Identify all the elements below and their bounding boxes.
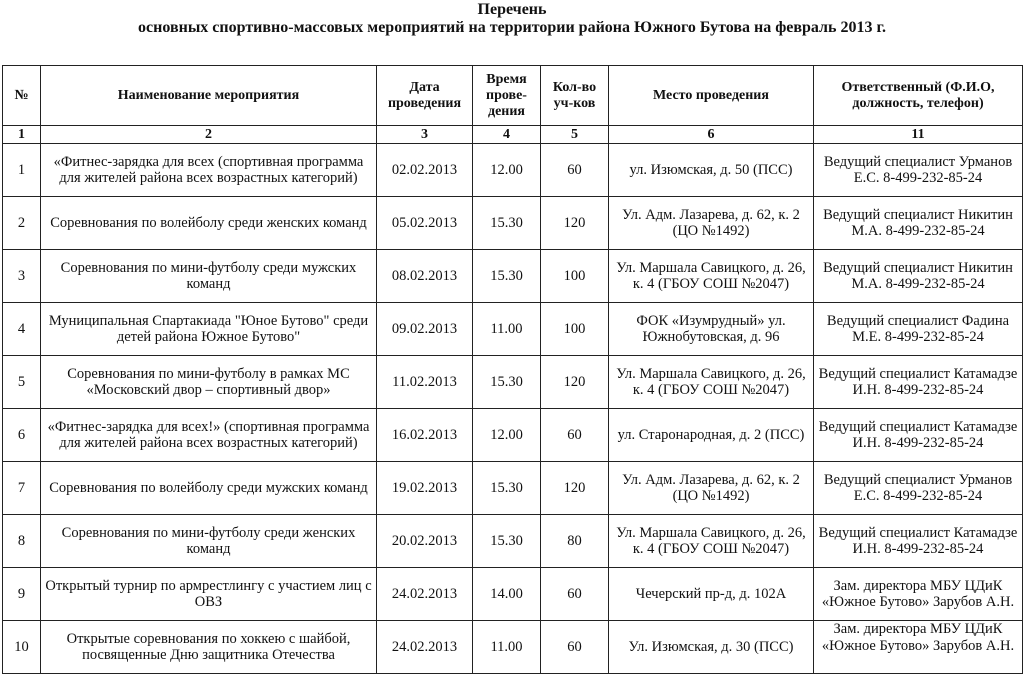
row-number: 6 [3,409,41,462]
table-row [3,250,1023,303]
event-name: Муниципальная Спартакиада "Юное Бутово" среди детей района Южное Бутово" [41,303,377,356]
event-date: 09.02.2013 [377,303,473,356]
col-header-place: Место проведения [609,66,814,126]
col-header-date: Дата проведения [377,66,473,126]
responsible-person: Ведущий специалист Катамадзе И.Н. 8-499-232-85-24 [814,515,1023,568]
responsible-person: Ведущий специалист Катамадзе И.Н. 8-499-232-85-24 [814,356,1023,409]
participant-count: 60 [541,144,609,197]
event-date: 05.02.2013 [377,197,473,250]
event-place: Ул. Адм. Лазарева, д. 62, к. 2 (ЦО №1492) [609,197,814,250]
column-number: 11 [814,126,1023,144]
column-number: 2 [41,126,377,144]
table-row [3,409,1023,462]
event-name: Соревнования по мини-футболу среди женских команд [41,515,377,568]
event-place: Ул. Адм. Лазарева, д. 62, к. 2 (ЦО №1492) [609,462,814,515]
table-row [3,356,1023,409]
responsible-person: Ведущий специалист Никитин М.А. 8-499-232-85-24 [814,250,1023,303]
participant-count: 60 [541,409,609,462]
event-date: 11.02.2013 [377,356,473,409]
event-name: Соревнования по волейболу среди мужских команд [41,462,377,515]
table-row [3,568,1023,621]
event-name: «Фитнес-зарядка для всех (спортивная программа для жителей района всех возрастных категорий) [41,144,377,197]
event-time: 12.00 [473,409,541,462]
column-number: 5 [541,126,609,144]
row-number: 2 [3,197,41,250]
event-date: 24.02.2013 [377,568,473,621]
column-number-row [3,126,1023,144]
event-time: 15.30 [473,250,541,303]
event-place: ул. Изюмская, д. 50 (ПСС) [609,144,814,197]
event-date: 02.02.2013 [377,144,473,197]
participant-count: 60 [541,621,609,674]
event-date: 08.02.2013 [377,250,473,303]
col-header-name: Наименование мероприятия [41,66,377,126]
col-header-count: Кол-во уч-ков [541,66,609,126]
event-time: 12.00 [473,144,541,197]
row-number: 5 [3,356,41,409]
table-row [3,144,1023,197]
table-row [3,197,1023,250]
col-header-responsible: Ответственный (Ф.И.О, должность, телефон) [814,66,1023,126]
event-time: 11.00 [473,303,541,356]
event-place: Ул. Маршала Савицкого, д. 26, к. 4 (ГБОУ СОШ №2047) [609,356,814,409]
row-number: 10 [3,621,41,674]
event-time: 15.30 [473,197,541,250]
event-name: Открытый турнир по армрестлингу с участием лиц с ОВЗ [41,568,377,621]
responsible-person: Ведущий специалист Урманов Е.С. 8-499-232-85-24 [814,144,1023,197]
row-number: 8 [3,515,41,568]
table-row [3,462,1023,515]
event-date: 20.02.2013 [377,515,473,568]
event-place: ул. Старонародная, д. 2 (ПСС) [609,409,814,462]
row-number: 9 [3,568,41,621]
event-place: Чечерский пр-д, д. 102А [609,568,814,621]
col-header-time: Время прове-дения [473,66,541,126]
event-name: Соревнования по волейболу среди женских команд [41,197,377,250]
event-place: ФОК «Изумрудный» ул. Южнобутовская, д. 96 [609,303,814,356]
responsible-person: Ведущий специалист Урманов Е.С. 8-499-232-85-24 [814,462,1023,515]
participant-count: 100 [541,303,609,356]
events-table [2,65,1023,674]
event-date: 24.02.2013 [377,621,473,674]
event-time: 15.30 [473,515,541,568]
event-time: 11.00 [473,621,541,674]
responsible-person: Ведущий специалист Катамадзе И.Н. 8-499-232-85-24 [814,409,1023,462]
event-name: «Фитнес-зарядка для всех!» (спортивная программа для жителей района всех возрастных категорий) [41,409,377,462]
event-name: Открытые соревнования по хоккею с шайбой, посвященные Дню защитника Отечества [41,621,377,674]
row-number: 4 [3,303,41,356]
event-name: Соревнования по мини-футболу среди мужских команд [41,250,377,303]
responsible-person: Ведущий специалист Никитин М.А. 8-499-232-85-24 [814,197,1023,250]
header-row [3,66,1023,126]
col-header-number: № [3,66,41,126]
event-date: 16.02.2013 [377,409,473,462]
document-subtitle: основных спортивно-массовых мероприятий на территории района Южного Бутова на февраль 2013 г. [138,19,886,36]
table-row [3,621,1023,674]
event-time: 14.00 [473,568,541,621]
table-row [3,515,1023,568]
document-title: Перечень [477,1,547,18]
event-place: Ул. Изюмская, д. 30 (ПСС) [609,621,814,674]
column-number: 1 [3,126,41,144]
row-number: 7 [3,462,41,515]
column-number: 6 [609,126,814,144]
responsible-person: Зам. директора МБУ ЦДиК «Южное Бутово» Зарубов А.Н. [814,568,1023,621]
participant-count: 100 [541,250,609,303]
event-name: Соревнования по мини-футболу в рамках МС «Московский двор – спортивный двор» [41,356,377,409]
participant-count: 80 [541,515,609,568]
row-number: 3 [3,250,41,303]
column-number: 3 [377,126,473,144]
event-date: 19.02.2013 [377,462,473,515]
event-place: Ул. Маршала Савицкого, д. 26, к. 4 (ГБОУ СОШ №2047) [609,250,814,303]
table-row [3,303,1023,356]
column-number: 4 [473,126,541,144]
event-place: Ул. Маршала Савицкого, д. 26, к. 4 (ГБОУ СОШ №2047) [609,515,814,568]
row-number: 1 [3,144,41,197]
event-time: 15.30 [473,462,541,515]
participant-count: 60 [541,568,609,621]
participant-count: 120 [541,356,609,409]
participant-count: 120 [541,197,609,250]
event-time: 15.30 [473,356,541,409]
responsible-person: Зам. директора МБУ ЦДиК «Южное Бутово» Зарубов А.Н. [814,621,1023,674]
participant-count: 120 [541,462,609,515]
responsible-person: Ведущий специалист Фадина М.Е. 8-499-232-85-24 [814,303,1023,356]
